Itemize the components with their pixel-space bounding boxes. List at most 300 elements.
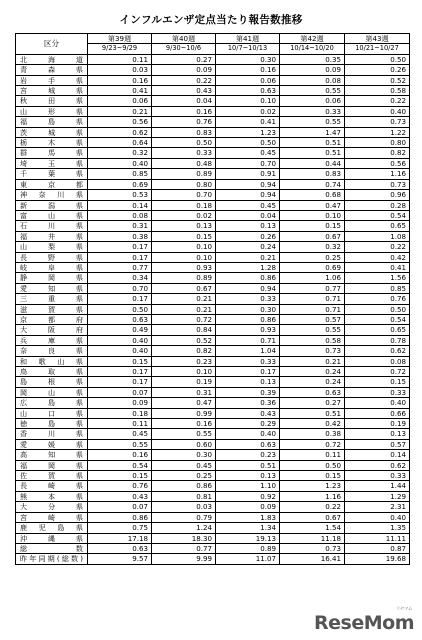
value-cell: 0.13: [152, 221, 216, 231]
value-cell: 0.32: [88, 148, 152, 158]
table-row: [16, 367, 410, 377]
table-row: [16, 387, 410, 397]
region-name-cell: 奈良県: [16, 346, 88, 356]
value-cell: 0.54: [345, 210, 410, 220]
value-cell: 0.63: [280, 387, 345, 397]
table-row: [16, 377, 410, 387]
table-row: [16, 242, 410, 252]
value-cell: 0.68: [280, 190, 345, 200]
value-cell: 0.52: [345, 75, 410, 85]
value-cell: 2.31: [345, 502, 410, 512]
value-cell: 0.83: [152, 127, 216, 137]
value-cell: 0.50: [88, 304, 152, 314]
region-name-cell: 千葉県: [16, 169, 88, 179]
value-cell: 0.31: [88, 221, 152, 231]
value-cell: 0.57: [280, 314, 345, 324]
region-name-cell: 熊本県: [16, 491, 88, 501]
value-cell: 0.16: [152, 419, 216, 429]
table-row: [16, 262, 410, 272]
region-name-cell: 栃木県: [16, 138, 88, 148]
value-cell: 1.22: [345, 127, 410, 137]
region-name-cell: 島根県: [16, 377, 88, 387]
table-row: [16, 439, 410, 449]
value-cell: 0.21: [216, 252, 280, 262]
region-name-cell: 富山県: [16, 210, 88, 220]
value-cell: 0.40: [88, 346, 152, 356]
value-cell: 0.07: [88, 387, 152, 397]
value-cell: 1.10: [216, 481, 280, 491]
value-cell: 0.52: [152, 335, 216, 345]
value-cell: 1.28: [216, 262, 280, 272]
value-cell: 0.32: [280, 242, 345, 252]
value-cell: 1.24: [152, 523, 216, 533]
value-cell: 0.13: [216, 221, 280, 231]
value-cell: 1.23: [280, 481, 345, 491]
value-cell: 0.86: [152, 481, 216, 491]
value-cell: 0.84: [152, 325, 216, 335]
region-name-cell: 山梨県: [16, 242, 88, 252]
value-cell: 0.50: [152, 138, 216, 148]
value-cell: 0.22: [280, 502, 345, 512]
region-name-cell: 福島県: [16, 117, 88, 127]
page-title: インフルエンザ定点当たり報告数推移: [119, 14, 303, 26]
value-cell: 0.89: [152, 273, 216, 283]
table-row: [16, 398, 410, 408]
value-cell: 0.40: [216, 429, 280, 439]
table-row: [16, 252, 410, 262]
value-cell: 0.54: [345, 314, 410, 324]
table-row: [16, 450, 410, 460]
value-cell: 0.69: [88, 179, 152, 189]
value-cell: 0.55: [88, 439, 152, 449]
date-range-header: 10/21~10/27: [345, 44, 410, 54]
region-name-cell: 三重県: [16, 294, 88, 304]
table-row: [16, 169, 410, 179]
table-row: [16, 148, 410, 158]
value-cell: 0.03: [88, 65, 152, 75]
value-cell: 1.54: [280, 523, 345, 533]
value-cell: 1.47: [280, 127, 345, 137]
value-cell: 0.15: [88, 356, 152, 366]
value-cell: 0.40: [345, 512, 410, 522]
region-name-cell: 和歌山県: [16, 356, 88, 366]
value-cell: 0.11: [88, 54, 152, 64]
table-row: [16, 523, 410, 533]
value-cell: 0.16: [216, 65, 280, 75]
region-name-cell: 宮城県: [16, 86, 88, 96]
table-row: [16, 179, 410, 189]
value-cell: 0.70: [216, 158, 280, 168]
region-name-cell: 福井県: [16, 231, 88, 241]
region-name-cell: 新潟県: [16, 200, 88, 210]
value-cell: 0.40: [88, 158, 152, 168]
value-cell: 0.77: [152, 543, 216, 553]
region-name-cell: 長野県: [16, 252, 88, 262]
region-name-cell: 東京都: [16, 179, 88, 189]
table-row: [16, 86, 410, 96]
value-cell: 0.66: [345, 408, 410, 418]
value-cell: 0.93: [152, 262, 216, 272]
value-cell: 0.94: [216, 190, 280, 200]
value-cell: 0.55: [280, 86, 345, 96]
value-cell: 0.51: [280, 148, 345, 158]
region-name-cell: 秋田県: [16, 96, 88, 106]
table-row: [16, 314, 410, 324]
value-cell: 0.72: [345, 367, 410, 377]
table-row: [16, 502, 410, 512]
value-cell: 0.34: [88, 273, 152, 283]
region-name-cell: 群馬県: [16, 148, 88, 158]
value-cell: 0.63: [88, 314, 152, 324]
value-cell: 0.67: [280, 231, 345, 241]
table-row: [16, 471, 410, 481]
value-cell: 0.45: [152, 460, 216, 470]
table-row: [16, 419, 410, 429]
value-cell: 0.89: [152, 169, 216, 179]
value-cell: 0.85: [88, 169, 152, 179]
value-cell: 0.76: [345, 294, 410, 304]
value-cell: 0.02: [152, 210, 216, 220]
value-cell: 0.08: [345, 356, 410, 366]
value-cell: 0.77: [88, 262, 152, 272]
table-row: [16, 325, 410, 335]
region-name-cell: 青森県: [16, 65, 88, 75]
kubun-header: 区分: [16, 34, 88, 55]
value-cell: 1.44: [345, 481, 410, 491]
table-row: [16, 283, 410, 293]
value-cell: 0.40: [345, 398, 410, 408]
value-cell: 0.26: [345, 65, 410, 75]
value-cell: 0.80: [152, 179, 216, 189]
value-cell: 9.57: [88, 554, 152, 564]
region-name-cell: 徳島県: [16, 419, 88, 429]
value-cell: 0.14: [88, 200, 152, 210]
region-name-cell: 岐阜県: [16, 262, 88, 272]
region-name-cell: 岩手県: [16, 75, 88, 85]
value-cell: 0.29: [216, 419, 280, 429]
value-cell: 0.24: [280, 377, 345, 387]
table-row: [16, 512, 410, 522]
value-cell: 0.25: [152, 471, 216, 481]
total-row: [16, 543, 410, 553]
table-row: [16, 231, 410, 241]
region-name-cell: 兵庫県: [16, 335, 88, 345]
value-cell: 0.33: [345, 471, 410, 481]
value-cell: 0.89: [216, 543, 280, 553]
value-cell: 0.16: [88, 75, 152, 85]
value-cell: 0.16: [88, 450, 152, 460]
value-cell: 0.92: [216, 491, 280, 501]
value-cell: 0.42: [345, 252, 410, 262]
value-cell: 0.71: [280, 304, 345, 314]
value-cell: 9.99: [152, 554, 216, 564]
value-cell: 0.33: [216, 356, 280, 366]
region-name-cell: 宮崎県: [16, 512, 88, 522]
table-row: [16, 75, 410, 85]
value-cell: 0.40: [345, 106, 410, 116]
value-cell: 17.18: [88, 533, 152, 543]
value-cell: 0.93: [216, 325, 280, 335]
value-cell: 1.23: [216, 127, 280, 137]
value-cell: 0.43: [88, 491, 152, 501]
value-cell: 0.45: [216, 200, 280, 210]
value-cell: 0.85: [345, 283, 410, 293]
value-cell: 0.17: [88, 252, 152, 262]
value-cell: 0.21: [152, 304, 216, 314]
value-cell: 0.15: [152, 231, 216, 241]
value-cell: 0.22: [152, 75, 216, 85]
value-cell: 0.50: [280, 460, 345, 470]
value-cell: 1.35: [345, 523, 410, 533]
value-cell: 0.45: [216, 148, 280, 158]
table-row: [16, 273, 410, 283]
value-cell: 0.18: [88, 408, 152, 418]
region-name-cell: 総数: [16, 543, 88, 553]
value-cell: 0.55: [280, 325, 345, 335]
value-cell: 0.70: [152, 190, 216, 200]
value-cell: 0.17: [88, 377, 152, 387]
value-cell: 0.26: [216, 231, 280, 241]
value-cell: 0.78: [345, 335, 410, 345]
region-name-cell: 山形県: [16, 106, 88, 116]
week-header: 第41週: [216, 34, 280, 44]
region-name-cell: 愛知県: [16, 283, 88, 293]
value-cell: 0.67: [280, 512, 345, 522]
value-cell: 0.72: [280, 439, 345, 449]
table-row: [16, 460, 410, 470]
region-name-cell: 香川県: [16, 429, 88, 439]
value-cell: 0.19: [345, 419, 410, 429]
region-name-cell: 福岡県: [16, 460, 88, 470]
value-cell: 0.41: [216, 117, 280, 127]
region-name-cell: 鹿児島県: [16, 523, 88, 533]
value-cell: 0.50: [345, 54, 410, 64]
value-cell: 1.04: [216, 346, 280, 356]
region-name-cell: 滋賀県: [16, 304, 88, 314]
value-cell: 0.09: [152, 65, 216, 75]
value-cell: 0.45: [88, 429, 152, 439]
value-cell: 0.82: [152, 346, 216, 356]
value-cell: 1.08: [345, 231, 410, 241]
value-cell: 0.06: [280, 96, 345, 106]
value-cell: 0.08: [280, 75, 345, 85]
value-cell: 0.76: [88, 481, 152, 491]
value-cell: 0.40: [88, 335, 152, 345]
value-cell: 0.51: [280, 138, 345, 148]
value-cell: 0.77: [280, 283, 345, 293]
value-cell: 19.68: [345, 554, 410, 564]
value-cell: 0.99: [152, 408, 216, 418]
value-cell: 0.17: [88, 294, 152, 304]
value-cell: 0.30: [216, 54, 280, 64]
value-cell: 0.25: [280, 252, 345, 262]
region-name-cell: 沖縄県: [16, 533, 88, 543]
value-cell: 0.24: [216, 242, 280, 252]
value-cell: 0.80: [345, 138, 410, 148]
value-cell: 0.74: [280, 179, 345, 189]
value-cell: 0.08: [88, 210, 152, 220]
region-name-cell: 埼玉県: [16, 158, 88, 168]
value-cell: 0.49: [88, 325, 152, 335]
region-name-cell: 大阪府: [16, 325, 88, 335]
value-cell: 0.33: [216, 294, 280, 304]
region-name-cell: 大分県: [16, 502, 88, 512]
value-cell: 0.11: [280, 450, 345, 460]
table-row: [16, 221, 410, 231]
table-row: [16, 294, 410, 304]
table-row: [16, 533, 410, 543]
region-name-cell: 広島県: [16, 398, 88, 408]
table-row: [16, 117, 410, 127]
value-cell: 0.53: [88, 190, 152, 200]
value-cell: 0.28: [345, 200, 410, 210]
value-cell: 1.56: [345, 273, 410, 283]
value-cell: 0.70: [88, 283, 152, 293]
value-cell: 0.23: [152, 356, 216, 366]
value-cell: 11.18: [280, 533, 345, 543]
resemom-logo: [314, 607, 414, 634]
value-cell: 0.10: [152, 367, 216, 377]
value-cell: 0.56: [345, 158, 410, 168]
value-cell: 0.73: [345, 179, 410, 189]
value-cell: 0.39: [216, 387, 280, 397]
region-name-cell: 神奈川県: [16, 190, 88, 200]
value-cell: 11.11: [345, 533, 410, 543]
value-cell: 0.83: [280, 169, 345, 179]
week-header: 第39週: [88, 34, 152, 44]
week-header: 第42週: [280, 34, 345, 44]
value-cell: 0.21: [280, 356, 345, 366]
value-cell: 0.27: [280, 398, 345, 408]
date-range-header: 9/30~10/6: [152, 44, 216, 54]
table-row: [16, 481, 410, 491]
value-cell: 1.83: [216, 512, 280, 522]
value-cell: 0.67: [152, 283, 216, 293]
value-cell: 0.11: [88, 419, 152, 429]
region-name-cell: 鳥取県: [16, 367, 88, 377]
value-cell: 0.22: [345, 96, 410, 106]
value-cell: 0.21: [88, 106, 152, 116]
value-cell: 0.48: [152, 158, 216, 168]
value-cell: 0.23: [216, 450, 280, 460]
value-cell: 0.04: [152, 96, 216, 106]
value-cell: 0.14: [345, 450, 410, 460]
value-cell: 0.65: [345, 325, 410, 335]
value-cell: 0.63: [88, 543, 152, 553]
value-cell: 0.50: [345, 304, 410, 314]
region-name-cell: 長崎県: [16, 481, 88, 491]
value-cell: 0.63: [216, 439, 280, 449]
value-cell: 0.71: [216, 335, 280, 345]
date-range-header: 9/23~9/29: [88, 44, 152, 54]
value-cell: 0.96: [345, 190, 410, 200]
region-name-cell: 岡山県: [16, 387, 88, 397]
value-cell: 0.35: [280, 54, 345, 64]
value-cell: 0.73: [280, 543, 345, 553]
value-cell: 0.33: [280, 106, 345, 116]
value-cell: 0.81: [152, 491, 216, 501]
value-cell: 0.47: [152, 398, 216, 408]
value-cell: 0.51: [216, 460, 280, 470]
value-cell: 0.13: [216, 471, 280, 481]
value-cell: 0.86: [88, 512, 152, 522]
value-cell: 18.30: [152, 533, 216, 543]
value-cell: 0.41: [345, 262, 410, 272]
table-row: [16, 491, 410, 501]
table-row: [16, 190, 410, 200]
value-cell: 0.65: [345, 221, 410, 231]
value-cell: 0.47: [280, 200, 345, 210]
value-cell: 0.86: [216, 314, 280, 324]
value-cell: 0.86: [216, 273, 280, 283]
value-cell: 0.36: [216, 398, 280, 408]
table-row: [16, 106, 410, 116]
value-cell: 0.22: [345, 242, 410, 252]
value-cell: 0.58: [280, 335, 345, 345]
value-cell: 0.76: [152, 117, 216, 127]
table-row: [16, 335, 410, 345]
value-cell: 0.24: [280, 367, 345, 377]
value-cell: 0.94: [216, 283, 280, 293]
value-cell: 0.72: [152, 314, 216, 324]
table-row: [16, 127, 410, 137]
value-cell: 0.10: [216, 96, 280, 106]
value-cell: 0.60: [152, 439, 216, 449]
value-cell: 0.13: [216, 377, 280, 387]
week-header: 第43週: [345, 34, 410, 44]
value-cell: 0.42: [280, 419, 345, 429]
logo-text: ReseMom: [314, 612, 414, 634]
value-cell: 1.34: [216, 523, 280, 533]
value-cell: 1.16: [280, 491, 345, 501]
value-cell: 0.73: [280, 346, 345, 356]
value-cell: 0.31: [152, 387, 216, 397]
table-row: [16, 54, 410, 64]
value-cell: 0.64: [88, 138, 152, 148]
value-cell: 0.43: [216, 408, 280, 418]
value-cell: 0.94: [216, 179, 280, 189]
value-cell: 0.91: [216, 169, 280, 179]
value-cell: 0.50: [216, 138, 280, 148]
value-cell: 0.04: [216, 210, 280, 220]
table-row: [16, 304, 410, 314]
value-cell: 0.51: [280, 408, 345, 418]
value-cell: 0.21: [152, 294, 216, 304]
value-cell: 0.09: [280, 65, 345, 75]
value-cell: 0.57: [345, 439, 410, 449]
value-cell: 0.15: [280, 471, 345, 481]
value-cell: 19.13: [216, 533, 280, 543]
table-row: [16, 65, 410, 75]
value-cell: 0.62: [345, 460, 410, 470]
date-range-header: 10/14~10/20: [280, 44, 345, 54]
value-cell: 0.30: [152, 450, 216, 460]
value-cell: 0.56: [88, 117, 152, 127]
value-cell: 0.87: [345, 543, 410, 553]
value-cell: 0.62: [345, 346, 410, 356]
value-cell: 0.55: [152, 429, 216, 439]
value-cell: 0.15: [280, 221, 345, 231]
date-range-header: 10/7~10/13: [216, 44, 280, 54]
value-cell: 0.10: [152, 242, 216, 252]
region-name-cell: 高知県: [16, 450, 88, 460]
region-name-cell: 京都府: [16, 314, 88, 324]
value-cell: 0.38: [280, 429, 345, 439]
value-cell: 0.38: [88, 231, 152, 241]
value-cell: 1.16: [345, 169, 410, 179]
week-header-row: [16, 34, 410, 44]
value-cell: 0.73: [345, 117, 410, 127]
